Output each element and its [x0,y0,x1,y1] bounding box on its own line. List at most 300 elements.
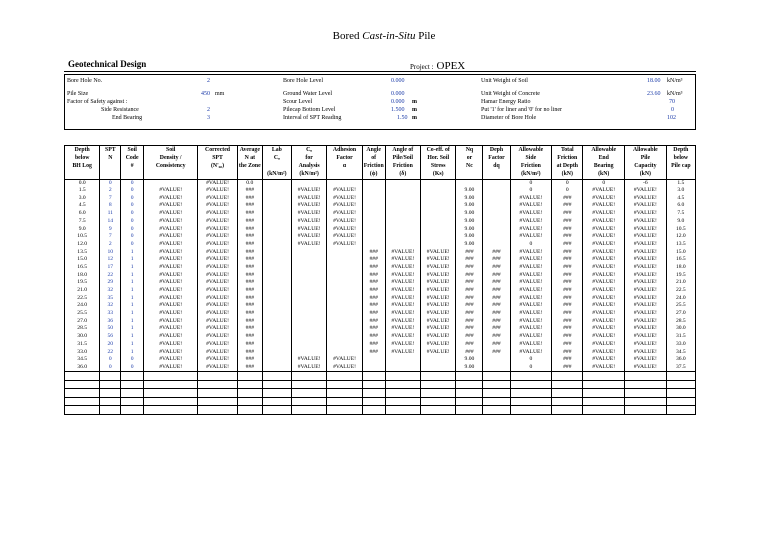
column-header-line: the Zone [238,163,261,169]
table-cell: 15.0 [65,256,100,264]
table-cell[interactable]: 8 [100,202,121,210]
table-cell [262,310,291,318]
table-cell: #VALUE! [510,264,552,272]
table-cell: #VALUE! [510,210,552,218]
table-cell[interactable]: 0 [121,241,144,249]
column-header-line: Angle of [392,147,414,153]
table-cell: ### [362,333,385,341]
table-cell: ### [237,341,262,349]
table-cell: #VALUE! [198,302,238,310]
table-cell: ### [552,202,583,210]
table-row [65,287,696,295]
ground-water-label: Ground Water Level [283,91,333,97]
table-cell: #VALUE! [583,318,625,326]
table-cell [385,202,420,210]
table-cell [362,218,385,226]
pilecap-bottom-label: Pilecap Bottom Level [283,107,336,113]
empty-cell [456,389,483,398]
side-resistance-value[interactable]: 2 [207,107,210,113]
table-cell: ### [362,295,385,303]
table-cell [327,179,362,187]
table-cell[interactable]: 0 [121,195,144,203]
table-cell: #VALUE! [510,272,552,280]
empty-cell [483,372,510,381]
table-cell: #VALUE! [291,233,326,241]
table-cell: #VALUE! [583,348,625,356]
table-cell: #VALUE! [385,302,420,310]
table-cell[interactable]: 1 [121,333,144,341]
table-cell: ### [362,264,385,272]
table-cell: #VALUE! [510,325,552,333]
column-header-line: at Depth [556,163,578,169]
scour-level-label: Scour Level [283,99,313,105]
unit-cell [198,170,238,179]
table-cell: 0 [552,179,583,187]
table-cell [327,310,362,318]
table-cell: #VALUE! [327,210,362,218]
table-cell [262,249,291,257]
table-cell[interactable]: 1 [121,318,144,326]
end-bearing-label: End Bearing [112,115,143,121]
column-header [65,146,100,171]
table-cell: #VALUE! [198,179,238,187]
table-cell [291,348,326,356]
table-cell [483,202,510,210]
unit-weight-soil-value[interactable]: 18.00 [647,78,661,84]
table-cell: ### [237,356,262,364]
table-cell[interactable]: 11 [100,210,121,218]
table-cell: 30.0 [65,333,100,341]
spt-interval-value[interactable]: 1.50 [397,115,408,121]
bore-hole-level-value[interactable]: 0.000 [391,78,405,84]
table-cell[interactable]: 22 [100,348,121,356]
table-cell[interactable]: 36 [100,318,121,326]
empty-cell [483,389,510,398]
table-cell: ### [456,287,483,295]
empty-cell [262,406,291,415]
column-header [327,146,362,171]
column-header [483,146,510,171]
table-cell [421,210,456,218]
column-header [456,146,483,171]
empty-cell [552,372,583,381]
empty-cell [262,397,291,406]
table-cell[interactable]: 1 [121,279,144,287]
column-header-line: Density / [159,155,182,161]
table-cell: #VALUE! [583,364,625,372]
table-cell: #VALUE! [198,264,238,272]
empty-cell [625,406,667,415]
table-cell: ### [362,341,385,349]
table-cell[interactable]: 1 [121,302,144,310]
table-cell: 7.5 [65,218,100,226]
table-cell: 25.5 [65,310,100,318]
table-row [65,318,696,326]
table-cell [327,256,362,264]
table-cell: 21.0 [666,279,695,287]
table-cell: #VALUE! [385,325,420,333]
table-cell: #VALUE! [625,241,667,249]
bore-diameter-value[interactable]: 102 [667,115,676,121]
table-cell: 6.0 [65,210,100,218]
table-cell[interactable]: 1 [121,256,144,264]
table-cell: 34.5 [65,356,100,364]
table-cell [483,187,510,195]
table-cell[interactable]: 22 [100,272,121,280]
table-cell [385,356,420,364]
column-header-line: Factor [488,155,505,161]
empty-cell [100,406,121,415]
header-row [65,146,696,171]
table-cell: #VALUE! [198,249,238,257]
column-header-line: Nq [465,147,474,153]
table-cell[interactable]: 0 [121,218,144,226]
column-header [262,146,291,171]
unit-cell: (kN/m²) [291,170,326,179]
empty-cell [237,372,262,381]
column-header [583,146,625,171]
table-header [65,146,696,180]
table-cell: #VALUE! [385,287,420,295]
table-cell: ### [552,287,583,295]
table-body [65,179,696,414]
empty-cell [237,389,262,398]
empty-cell [625,372,667,381]
liner-value[interactable]: 0 [671,107,674,113]
column-header [237,146,262,171]
empty-cell [625,397,667,406]
table-cell[interactable]: 14 [100,218,121,226]
table-cell [385,225,420,233]
table-cell: #VALUE! [385,310,420,318]
column-header-line: N [108,155,113,161]
table-cell: #VALUE! [583,295,625,303]
table-cell: 6.0 [666,202,695,210]
unit-cell [456,170,483,179]
unit-cell [65,170,100,179]
empty-cell [362,372,385,381]
table-cell: #VALUE! [144,187,198,195]
column-header-line: # [130,163,134,169]
table-cell [262,202,291,210]
hamar-ratio-value[interactable]: 70 [669,99,675,105]
table-cell: #VALUE! [421,310,456,318]
table-cell: #VALUE! [198,241,238,249]
table-cell: #VALUE! [198,364,238,372]
table-cell: 36.0 [65,364,100,372]
table-cell: 15.0 [666,249,695,257]
table-cell: ### [483,341,510,349]
table-cell: #VALUE! [144,318,198,326]
table-cell: 0 [583,179,625,187]
table-cell: ### [237,225,262,233]
table-cell[interactable]: 0 [121,202,144,210]
unit-cell [666,170,695,179]
table-cell[interactable]: 7 [100,233,121,241]
table-cell[interactable]: 0 [121,356,144,364]
empty-cell [65,380,100,389]
table-cell: 1.5 [666,179,695,187]
table-cell: 0 [510,241,552,249]
empty-cell [327,372,362,381]
table-cell [362,356,385,364]
table-cell[interactable]: 0 [121,210,144,218]
column-header [121,146,144,171]
scour-level-value[interactable]: 0.000 [391,99,405,105]
side-resistance-label: Side Resistance [101,107,139,113]
empty-cell [362,380,385,389]
table-cell: ### [237,218,262,226]
table-cell: ### [362,272,385,280]
table-cell: #VALUE! [583,333,625,341]
table-cell[interactable]: 12 [100,256,121,264]
table-cell: #VALUE! [510,225,552,233]
table-cell [327,348,362,356]
column-header-line: Bearing [593,163,614,169]
table-cell [385,364,420,372]
column-header-line: Nc [466,163,473,169]
table-cell: #VALUE! [510,310,552,318]
table-cell[interactable]: 9 [100,225,121,233]
table-cell: #VALUE! [583,202,625,210]
table-cell: #VALUE! [198,310,238,318]
table-cell[interactable]: 2 [100,187,121,195]
empty-cell [583,406,625,415]
table-cell [327,272,362,280]
column-header [291,146,326,171]
empty-cell [421,397,456,406]
table-cell: ### [483,318,510,326]
table-cell: ### [483,264,510,272]
table-cell[interactable]: 0 [121,179,144,187]
table-row [65,364,696,372]
table-cell [483,179,510,187]
bore-hole-no-value[interactable]: 2 [207,78,210,84]
table-cell: 9.0 [666,218,695,226]
empty-cell [65,372,100,381]
table-cell: 36.0 [666,356,695,364]
empty-cell [483,397,510,406]
table-cell [327,287,362,295]
table-cell[interactable]: 1 [121,310,144,318]
table-cell [262,348,291,356]
table-cell: #VALUE! [583,195,625,203]
table-cell: 13.5 [666,241,695,249]
table-cell[interactable]: 1 [121,341,144,349]
table-cell: ### [456,302,483,310]
table-cell: ### [456,318,483,326]
unit-cell: (kN/m²) [262,170,291,179]
column-header-line: Cᵤ [306,147,313,153]
table-cell: #VALUE! [421,264,456,272]
table-cell: 37.5 [666,364,695,372]
table-cell[interactable]: 20 [100,341,121,349]
empty-cell [144,397,198,406]
table-cell [421,364,456,372]
table-cell: ### [362,348,385,356]
table-cell: #VALUE! [625,318,667,326]
table-cell [291,264,326,272]
table-cell: ### [483,348,510,356]
table-cell: #VALUE! [291,364,326,372]
table-cell: #VALUE! [327,225,362,233]
table-cell: ### [456,264,483,272]
table-cell: #VALUE! [144,333,198,341]
table-cell: 9.00 [456,364,483,372]
column-header-line: dq [493,163,500,169]
column-header-line: SPT [212,155,223,161]
unit-cell: (δ) [385,170,420,179]
table-cell[interactable]: 29 [100,279,121,287]
table-cell: #VALUE! [291,225,326,233]
empty-cell [456,380,483,389]
table-cell[interactable]: 32 [100,302,121,310]
table-row [65,341,696,349]
pile-size-label: Pile Size [67,91,89,97]
table-cell: ### [237,333,262,341]
table-cell [362,187,385,195]
table-cell: 4.5 [65,202,100,210]
table-cell: ### [552,225,583,233]
table-cell[interactable]: 0 [100,179,121,187]
table-cell[interactable]: 2 [100,241,121,249]
column-header-line: Angle [366,147,381,153]
empty-cell [510,372,552,381]
table-cell: #VALUE! [510,318,552,326]
table-cell [262,187,291,195]
empty-cell [552,397,583,406]
table-cell: #VALUE! [144,295,198,303]
table-cell: #VALUE! [291,195,326,203]
table-cell [483,241,510,249]
unit-weight-concrete-value[interactable]: 23.60 [647,91,661,97]
table-cell[interactable]: 0 [121,187,144,195]
table-cell: 0 [510,356,552,364]
table-cell[interactable]: 10 [100,249,121,257]
table-cell[interactable]: 50 [100,325,121,333]
table-cell [327,318,362,326]
table-cell: ### [483,279,510,287]
table-cell[interactable]: 7 [100,195,121,203]
table-cell[interactable]: 0 [121,364,144,372]
table-cell [362,233,385,241]
ground-water-value[interactable]: 0.000 [391,91,405,97]
table-cell: ### [552,333,583,341]
empty-cell [362,397,385,406]
table-cell[interactable]: 1 [121,295,144,303]
pile-size-unit: mm [215,91,225,97]
empty-cell [65,406,100,415]
end-bearing-value[interactable]: 3 [207,115,210,121]
table-cell: 18.0 [666,264,695,272]
table-cell: ### [552,325,583,333]
table-cell[interactable]: 1 [121,325,144,333]
table-cell [262,256,291,264]
table-cell [291,325,326,333]
table-cell[interactable]: 0 [100,364,121,372]
table-cell [483,364,510,372]
table-cell: #VALUE! [327,187,362,195]
column-header-line: Code [125,155,139,161]
table-cell: #VALUE! [625,202,667,210]
column-header-line: BH Log [72,163,92,169]
unit-cell [327,170,362,179]
table-cell: 34.5 [666,348,695,356]
empty-cell [456,372,483,381]
liner-label: Put '1' for liner and '0' for no liner [481,107,562,113]
table-cell: #VALUE! [144,210,198,218]
table-cell[interactable]: 0 [121,233,144,241]
table-cell: 0 [510,364,552,372]
table-cell: 31.5 [666,333,695,341]
table-row [65,310,696,318]
table-cell: 0 [552,187,583,195]
table-cell[interactable]: 0 [100,356,121,364]
table-cell[interactable]: 17 [100,264,121,272]
table-cell[interactable]: 1 [121,264,144,272]
table-cell [362,179,385,187]
table-cell[interactable]: 32 [100,287,121,295]
empty-cell [262,389,291,398]
table-cell: #VALUE! [421,295,456,303]
column-header-line: for [305,155,313,161]
table-cell: ### [237,256,262,264]
table-cell: #VALUE! [625,233,667,241]
table-cell: ### [456,333,483,341]
pilecap-bottom-value[interactable]: 1.500 [391,107,405,113]
table-cell: #VALUE! [198,256,238,264]
table-cell[interactable]: 33 [100,310,121,318]
table-cell[interactable]: 56 [100,333,121,341]
table-cell [327,264,362,272]
table-cell[interactable]: 35 [100,295,121,303]
table-cell[interactable]: 0 [121,225,144,233]
table-cell [291,256,326,264]
table-cell: 19.5 [666,272,695,280]
table-cell: 19.5 [65,279,100,287]
column-header-line: of [371,155,377,161]
empty-cell [666,389,695,398]
table-cell [483,233,510,241]
column-header-line: below [673,155,689,161]
table-cell[interactable]: 1 [121,249,144,257]
table-cell [262,287,291,295]
table-cell: ### [552,295,583,303]
table-cell[interactable]: 1 [121,272,144,280]
empty-cell [100,389,121,398]
table-cell[interactable]: 1 [121,287,144,295]
table-cell: ### [483,256,510,264]
table-cell [421,202,456,210]
column-header-line: Friction [520,163,541,169]
table-row [65,218,696,226]
pile-size-value[interactable]: 450 [201,91,210,97]
column-header-line: Deph [489,147,504,153]
table-cell: #VALUE! [198,341,238,349]
column-header-line: Corrected [205,147,231,153]
table-cell: #VALUE! [421,287,456,295]
empty-cell [583,380,625,389]
table-cell: ### [237,279,262,287]
table-cell: #VALUE! [421,325,456,333]
table-cell: #VALUE! [327,356,362,364]
table-cell: 9.00 [456,202,483,210]
table-cell[interactable]: 1 [121,348,144,356]
table-row [65,195,696,203]
table-cell [483,218,510,226]
table-cell: #VALUE! [385,318,420,326]
table-cell [362,210,385,218]
